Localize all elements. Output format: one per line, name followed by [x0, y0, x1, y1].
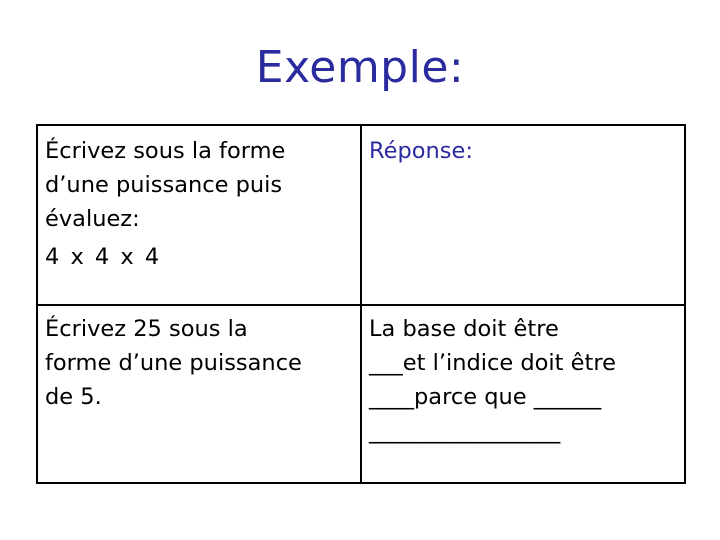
answer-1-label: Réponse:: [369, 138, 473, 164]
question-1-line-1: Écrivez sous la forme: [45, 138, 286, 164]
slide-title: Exemple:: [255, 42, 465, 93]
row-divider: [38, 304, 684, 306]
answer-2-line-4: _________________: [369, 418, 561, 444]
question-cell-1: [45, 134, 350, 274]
answer-2-line-3: ____parce que ______: [369, 384, 602, 410]
answer-cell-1: [369, 134, 679, 168]
exercise-table: [36, 124, 686, 484]
question-cell-2: [45, 312, 350, 414]
answer-cell-2: [369, 312, 684, 448]
question-2-line-2: forme d’une puissance: [45, 350, 302, 376]
question-1-line-2: d’une puissance puis: [45, 172, 283, 198]
question-1-expression: 4 x 4 x 4: [45, 244, 162, 270]
question-2-line-3: de 5.: [45, 384, 102, 410]
answer-2-line-2: ___et l’indice doit être: [369, 350, 616, 376]
question-2-line-1: Écrivez 25 sous la: [45, 316, 248, 342]
question-1-line-3: évaluez:: [45, 206, 140, 232]
answer-2-line-1: La base doit être: [369, 316, 559, 342]
